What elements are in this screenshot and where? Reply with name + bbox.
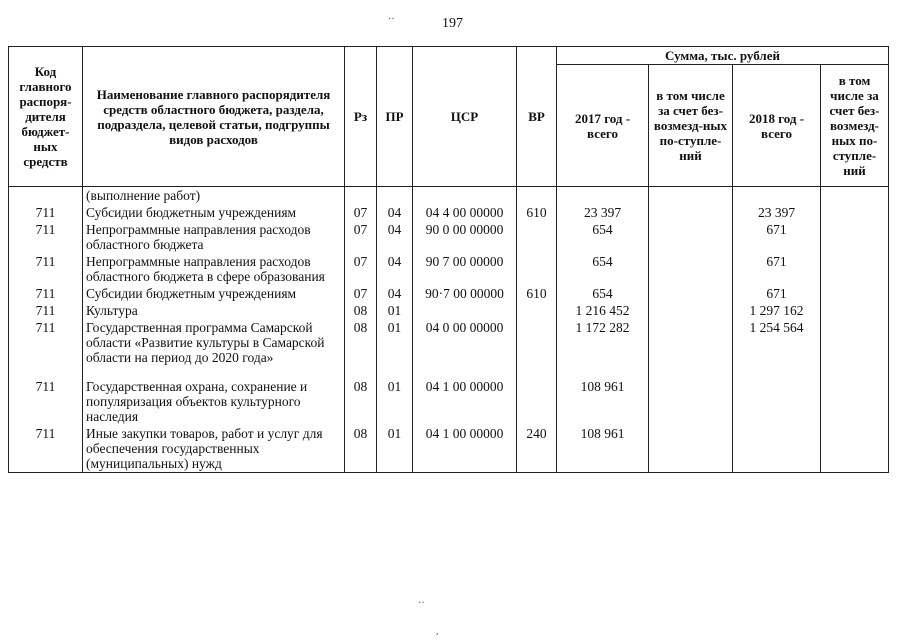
table-row xyxy=(9,425,889,473)
row-2017-total: 654 xyxy=(557,285,649,302)
row-rz: 07 xyxy=(345,253,377,285)
row-2018-total xyxy=(733,378,821,425)
row-2017-grants xyxy=(649,253,733,285)
row-2017-total: 108 961 xyxy=(557,378,649,425)
row-csr: 04 1 00 00000 xyxy=(413,425,517,473)
row-2018-total: 23 397 xyxy=(733,204,821,221)
table-row xyxy=(9,319,889,366)
row-2018-total: 671 xyxy=(733,221,821,253)
header-2018-grants: в том числе за счет без-возмезд-ных по-ступле-ний xyxy=(821,65,889,187)
row-code: 711 xyxy=(9,319,83,366)
row-rz: 08 xyxy=(345,302,377,319)
header-rz: Рз xyxy=(345,47,377,187)
row-rz: 07 xyxy=(345,221,377,253)
row-2017-total: 654 xyxy=(557,253,649,285)
row-csr: 90·7 00 00000 xyxy=(413,285,517,302)
spacer-cell xyxy=(517,366,557,378)
spacer-cell xyxy=(557,366,649,378)
row-2018-total: 1 297 162 xyxy=(733,302,821,319)
row-csr xyxy=(413,187,517,205)
spacer-cell xyxy=(377,366,413,378)
row-code: 711 xyxy=(9,253,83,285)
row-2018-total: 671 xyxy=(733,285,821,302)
row-csr: 04 0 00 00000 xyxy=(413,319,517,366)
row-2017-grants xyxy=(649,187,733,205)
row-rz xyxy=(345,187,377,205)
spacer-cell xyxy=(821,366,889,378)
row-pr: 04 xyxy=(377,285,413,302)
row-code: 711 xyxy=(9,285,83,302)
row-vr: 610 xyxy=(517,285,557,302)
row-2017-total: 1 216 452 xyxy=(557,302,649,319)
row-name: Субсидии бюджетным учреждениям xyxy=(83,204,345,221)
row-2018-grants xyxy=(821,302,889,319)
row-pr: 04 xyxy=(377,253,413,285)
row-rz: 08 xyxy=(345,319,377,366)
row-code: 711 xyxy=(9,221,83,253)
row-vr xyxy=(517,378,557,425)
row-name: Непрограммные направления расходов областного бюджета в сфере образования xyxy=(83,253,345,285)
row-vr xyxy=(517,253,557,285)
spacer-cell xyxy=(413,366,517,378)
row-name: Непрограммные направления расходов областного бюджета xyxy=(83,221,345,253)
table-row xyxy=(9,187,889,205)
row-vr xyxy=(517,302,557,319)
spacer-cell xyxy=(9,366,83,378)
row-pr: 01 xyxy=(377,425,413,473)
page-number-text: 197 xyxy=(442,16,463,31)
row-name: Государственная охрана, сохранение и популяризация объектов культурного наследия xyxy=(83,378,345,425)
row-pr: 04 xyxy=(377,204,413,221)
row-code: 711 xyxy=(9,378,83,425)
row-2017-grants xyxy=(649,204,733,221)
table-row xyxy=(9,221,889,253)
row-2017-total: 654 xyxy=(557,221,649,253)
header-name: Наименование главного распорядителя средств областного бюджета, раздела, подраздела, целевой статьи, подгруппы видов расходов xyxy=(83,47,345,187)
scan-mark-bottom-2: , xyxy=(436,626,439,637)
row-2018-total: 1 254 564 xyxy=(733,319,821,366)
spacer-cell xyxy=(649,366,733,378)
row-csr: 90 7 00 00000 xyxy=(413,253,517,285)
row-pr: 01 xyxy=(377,378,413,425)
row-2017-grants xyxy=(649,285,733,302)
row-code xyxy=(9,187,83,205)
row-csr xyxy=(413,302,517,319)
row-2018-grants xyxy=(821,378,889,425)
page-number xyxy=(0,16,905,32)
row-2017-grants xyxy=(649,221,733,253)
row-vr: 240 xyxy=(517,425,557,473)
row-name: Культура xyxy=(83,302,345,319)
table-body xyxy=(9,187,889,473)
row-2017-total: 23 397 xyxy=(557,204,649,221)
table-row xyxy=(9,378,889,425)
spacer-cell xyxy=(345,366,377,378)
budget-table xyxy=(8,46,889,473)
row-vr xyxy=(517,221,557,253)
row-2017-grants xyxy=(649,378,733,425)
header-sum: Сумма, тыс. рублей xyxy=(557,47,889,65)
row-vr xyxy=(517,187,557,205)
header-pr: ПР xyxy=(377,47,413,187)
row-pr: 01 xyxy=(377,319,413,366)
row-2018-grants xyxy=(821,425,889,473)
row-pr xyxy=(377,187,413,205)
header-2018-total: 2018 год - всего xyxy=(733,65,821,187)
row-pr: 01 xyxy=(377,302,413,319)
row-2018-total xyxy=(733,425,821,473)
row-code: 711 xyxy=(9,302,83,319)
row-csr: 90 0 00 00000 xyxy=(413,221,517,253)
row-code: 711 xyxy=(9,425,83,473)
row-rz: 08 xyxy=(345,425,377,473)
row-vr xyxy=(517,319,557,366)
row-2017-total: 1 172 282 xyxy=(557,319,649,366)
header-code: Код главного распоря-дителя бюджет-ных средств xyxy=(9,47,83,187)
row-rz: 07 xyxy=(345,285,377,302)
row-rz: 08 xyxy=(345,378,377,425)
header-2017-total: 2017 год - всего xyxy=(557,65,649,187)
table-row xyxy=(9,285,889,302)
table-row xyxy=(9,253,889,285)
spacer-cell xyxy=(733,366,821,378)
row-2018-grants xyxy=(821,187,889,205)
row-2017-grants xyxy=(649,302,733,319)
header-vr: ВР xyxy=(517,47,557,187)
scan-mark: ·· xyxy=(388,14,395,25)
row-name: Субсидии бюджетным учреждениям xyxy=(83,285,345,302)
table-row xyxy=(9,302,889,319)
row-2018-grants xyxy=(821,285,889,302)
row-2018-grants xyxy=(821,204,889,221)
row-name: Иные закупки товаров, работ и услуг для обеспечения государственных (муниципальных) нужд xyxy=(83,425,345,473)
scan-mark-bottom: ·· xyxy=(418,598,425,609)
row-spacer xyxy=(9,366,889,378)
row-2018-total xyxy=(733,187,821,205)
row-2018-grants xyxy=(821,253,889,285)
row-name: (выполнение работ) xyxy=(83,187,345,205)
table-row xyxy=(9,204,889,221)
row-2018-total: 671 xyxy=(733,253,821,285)
row-pr: 04 xyxy=(377,221,413,253)
row-2017-grants xyxy=(649,319,733,366)
row-csr: 04 4 00 00000 xyxy=(413,204,517,221)
header-2017-grants: в том числе за счет без-возмезд-ных по-ступле-ний xyxy=(649,65,733,187)
header-csr: ЦСР xyxy=(413,47,517,187)
row-csr: 04 1 00 00000 xyxy=(413,378,517,425)
row-2018-grants xyxy=(821,319,889,366)
spacer-cell xyxy=(83,366,345,378)
row-rz: 07 xyxy=(345,204,377,221)
row-name: Государственная программа Самарской области «Развитие культуры в Самарской области на период до 2020 года» xyxy=(83,319,345,366)
row-2017-total: 108 961 xyxy=(557,425,649,473)
row-vr: 610 xyxy=(517,204,557,221)
row-2018-grants xyxy=(821,221,889,253)
row-2017-total xyxy=(557,187,649,205)
row-2017-grants xyxy=(649,425,733,473)
row-code: 711 xyxy=(9,204,83,221)
